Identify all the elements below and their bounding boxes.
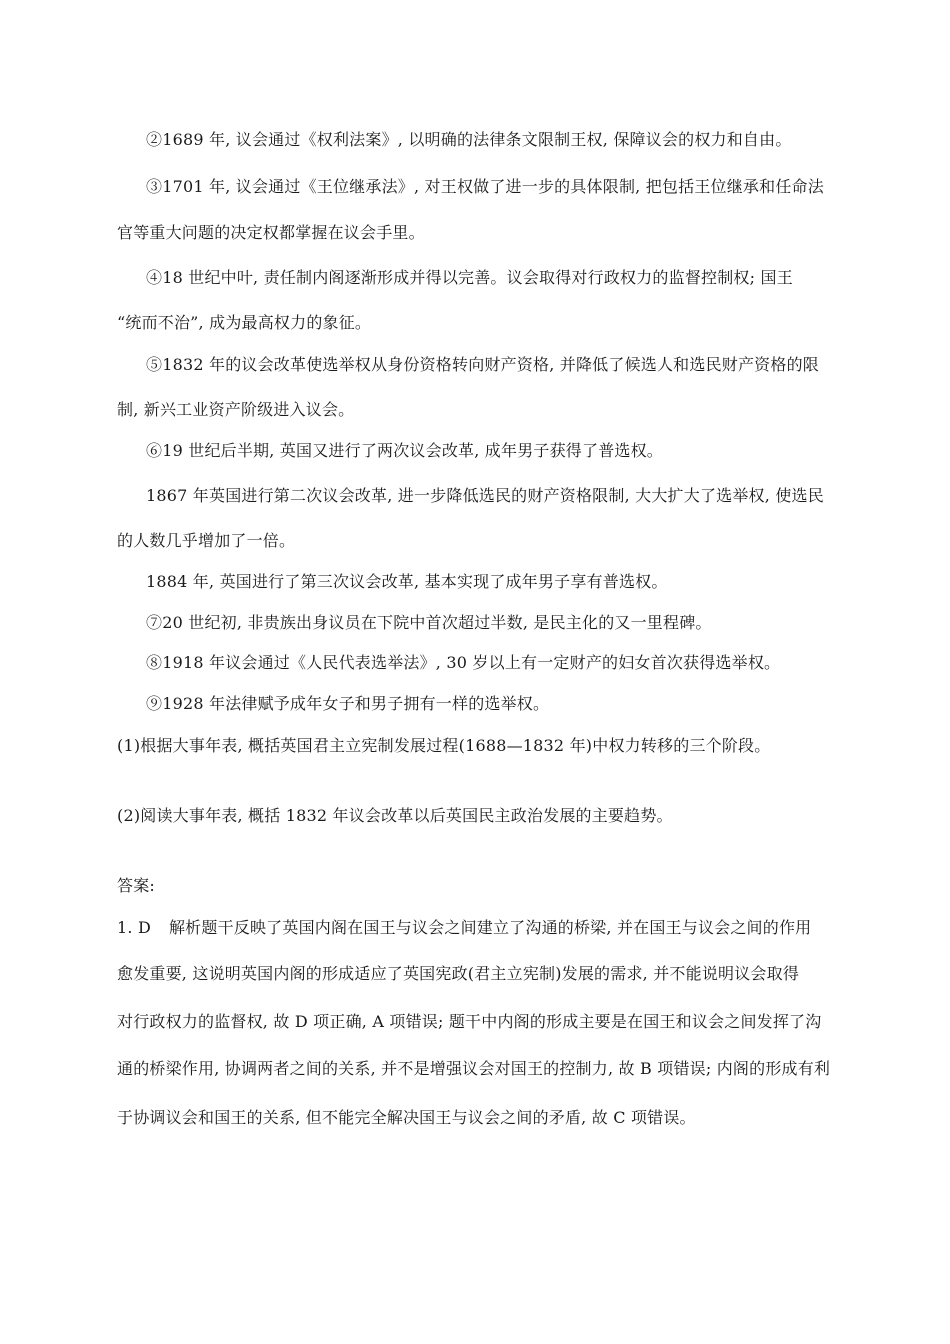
event-1867-line2: 的人数几乎增加了一倍。 (117, 531, 296, 550)
event-1928: ⑨1928 年法律赋予成年女子和男子拥有一样的选举权。 (146, 694, 550, 713)
event-19c: ⑥19 世纪后半期, 英国又进行了两次议会改革, 成年男子获得了普选权。 (146, 441, 663, 460)
answer-1-line1 (117, 918, 811, 938)
event-1832-line2: 制, 新兴工业资产阶级进入议会。 (117, 400, 355, 419)
event-1689: ②1689 年, 议会通过《权利法案》, 以明确的法律条文限制王权, 保障议会的权力和自由。 (146, 130, 792, 149)
answer-1-line3: 对行政权力的监督权, 故 D 项正确, A 项错误; 题干中内阁的形成主要是在国王和议会之间发挥了沟 (117, 1012, 822, 1031)
answer-1-line2: 愈发重要, 这说明英国内阁的形成适应了英国宪政(君主立宪制)发展的需求, 并不能说明议会取得 (117, 964, 800, 983)
event-1832-line1: ⑤1832 年的议会改革使选举权从身份资格转向财产资格, 并降低了候选人和选民财产资格的限 (146, 355, 819, 374)
answers-heading: 答案: (117, 876, 155, 895)
question-1: (1)根据大事年表, 概括英国君主立宪制发展过程(1688—1832 年)中权力转移的三个阶段。 (117, 736, 771, 755)
event-1867-line1: 1867 年英国进行第二次议会改革, 进一步降低选民的财产资格限制, 大大扩大了选举权, 使选民 (146, 486, 824, 505)
event-18c-line2: “统而不治”, 成为最高权力的象征。 (117, 313, 372, 332)
event-1701-line1: ③1701 年, 议会通过《王位继承法》, 对王权做了进一步的具体限制, 把包括王位继承和任命法 (146, 177, 824, 196)
answer-1-line4: 通的桥梁作用, 协调两者之间的关系, 并不是增强议会对国王的控制力, 故 B 项错误; 内阁的形成有利 (117, 1059, 831, 1078)
answer-number: 1. D (117, 918, 151, 937)
event-1701-line2: 官等重大问题的决定权都掌握在议会手里。 (117, 223, 425, 242)
answer-1-line5: 于协调议会和国王的关系, 但不能完全解决国王与议会之间的矛盾, 故 C 项错误。 (117, 1108, 696, 1127)
answer-1-text: 解析题干反映了英国内阁在国王与议会之间建立了沟通的桥梁, 并在国王与议会之间的作用 (168, 918, 812, 937)
event-1884: 1884 年, 英国进行了第三次议会改革, 基本实现了成年男子享有普选权。 (146, 572, 668, 591)
question-2: (2)阅读大事年表, 概括 1832 年议会改革以后英国民主政治发展的主要趋势。 (117, 806, 673, 825)
event-1918: ⑧1918 年议会通过《人民代表选举法》, 30 岁以上有一定财产的妇女首次获得选举权。 (146, 653, 781, 672)
event-18c-line1: ④18 世纪中叶, 责任制内阁逐渐形成并得以完善。议会取得对行政权力的监督控制权; 国王 (146, 268, 793, 287)
event-20c: ⑦20 世纪初, 非贵族出身议员在下院中首次超过半数, 是民主化的又一里程碑。 (146, 613, 712, 632)
